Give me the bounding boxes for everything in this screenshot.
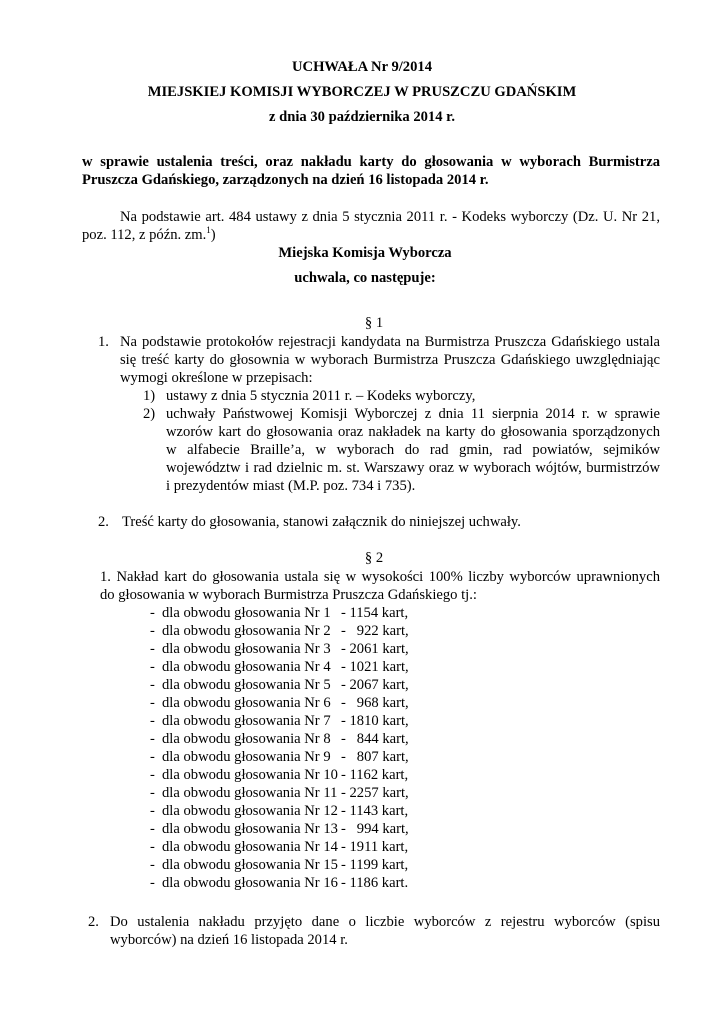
list-item (0, 622, 724, 640)
polling-district-label: dla obwodu głosowania Nr 13 (162, 821, 338, 837)
subject-line-2: Pruszcza Gdańskiego, zarządzonych na dzień 16 listopada 2014 r. (82, 172, 489, 188)
polling-district-label: dla obwodu głosowania Nr 1 (162, 605, 331, 621)
section-1-item-2-number: 2. (98, 514, 109, 530)
section-2-item-1-line-1: 1. Nakład kart do głosowania ustala się w wysokości 100% liczby wyborców uprawnionych (100, 569, 660, 585)
list-bullet: - (150, 785, 155, 801)
ballot-count: - 2061 kart, (341, 641, 409, 657)
section-2-item-2-line-1: Do ustalenia nakładu przyjęto dane o liczbie wyborców z rejestru wyborców (spisu (110, 914, 660, 930)
ballot-count: - 1911 kart, (341, 839, 409, 855)
list-bullet: - (150, 605, 155, 621)
ballot-count: - 2257 kart, (341, 785, 409, 801)
list-item (0, 820, 724, 838)
list-item (0, 766, 724, 784)
ballot-count: - 994 kart, (341, 821, 409, 837)
legal-basis-2-line-3: w alfabecie Braille’a, w wyborach do rad gmin, rad powiatów, sejmików (166, 442, 660, 458)
list-item (0, 838, 724, 856)
subject-line-1: w sprawie ustalenia treści, oraz nakładu karty do głosowania w wyborach Burmistrza (82, 154, 660, 170)
preamble-close: ) (210, 227, 216, 243)
legal-basis-2-line-4: województw i rad dzielnic m. st. Warszawy oraz w wyborach wójtów, burmistrzów (166, 460, 660, 476)
list-bullet: - (150, 659, 155, 675)
polling-district-label: dla obwodu głosowania Nr 15 (162, 857, 338, 873)
list-item (0, 604, 724, 622)
polling-district-label: dla obwodu głosowania Nr 8 (162, 731, 331, 747)
list-item (0, 802, 724, 820)
polling-district-label: dla obwodu głosowania Nr 12 (162, 803, 338, 819)
polling-district-label: dla obwodu głosowania Nr 5 (162, 677, 331, 693)
list-item (0, 874, 724, 892)
section-1-item-1-line-3: wymogi określone w przepisach: (120, 370, 313, 386)
polling-district-label: dla obwodu głosowania Nr 6 (162, 695, 331, 711)
polling-district-label: dla obwodu głosowania Nr 4 (162, 659, 331, 675)
ballot-count: - 1810 kart, (341, 713, 409, 729)
list-item (0, 658, 724, 676)
list-item (0, 748, 724, 766)
ballot-count: - 1199 kart, (341, 857, 409, 873)
list-bullet: - (150, 731, 155, 747)
section-1-item-1-line-1: Na podstawie protokołów rejestracji kandydata na Burmistrza Pruszcza Gdańskiego ustala (120, 334, 660, 350)
resolution-number: UCHWAŁA Nr 9/2014 (291, 59, 432, 75)
polling-district-label: dla obwodu głosowania Nr 2 (162, 623, 331, 639)
preamble-line-1: Na podstawie art. 484 ustawy z dnia 5 stycznia 2011 r. - Kodeks wyborczy (Dz. U. Nr 21, (120, 209, 660, 225)
polling-district-label: dla obwodu głosowania Nr 11 (162, 785, 338, 801)
ballot-count: - 807 kart, (341, 749, 409, 765)
polling-district-label: dla obwodu głosowania Nr 14 (162, 839, 338, 855)
ballot-count: - 844 kart, (341, 731, 409, 747)
section-2-heading: § 2 (364, 550, 384, 566)
commission-resolves: uchwala, co następuje: (294, 270, 436, 286)
polling-district-label: dla obwodu głosowania Nr 16 (162, 875, 338, 891)
footnote-marker: 1 (206, 225, 211, 236)
ballot-count: - 1143 kart, (341, 803, 409, 819)
list-bullet: - (150, 803, 155, 819)
section-1-item-1-line-2: się treść karty do głosownia w wyborach Burmistrza Pruszcza Gdańskiego uwzględniając (120, 352, 660, 368)
list-bullet: - (150, 839, 155, 855)
section-1-item-2-text: Treść karty do głosowania, stanowi załącznik do niniejszej uchwały. (122, 514, 521, 530)
ballot-count: - 1186 kart. (341, 875, 409, 891)
list-item (0, 784, 724, 802)
legal-basis-2-line-5: i prezydentów miast (M.P. poz. 734 i 735). (166, 478, 416, 494)
legal-basis-1-text: ustawy z dnia 5 stycznia 2011 r. – Kodeks wyborczy, (166, 388, 476, 404)
section-1-item-1-number: 1. (98, 334, 109, 350)
section-2-item-1-line-2: do głosowania w wyborach Burmistrza Pruszcza Gdańskiego tj.: (100, 587, 477, 603)
list-item (0, 712, 724, 730)
list-bullet: - (150, 767, 155, 783)
preamble-text: poz. 112, z późn. zm. (82, 227, 207, 243)
ballot-count: - 968 kart, (341, 695, 409, 711)
section-1-heading: § 1 (364, 315, 384, 331)
list-bullet: - (150, 623, 155, 639)
ballot-count: - 1021 kart, (341, 659, 409, 675)
list-bullet: - (150, 749, 155, 765)
list-item (0, 694, 724, 712)
list-item (0, 856, 724, 874)
polling-district-label: dla obwodu głosowania Nr 9 (162, 749, 331, 765)
list-bullet: - (150, 695, 155, 711)
list-bullet: - (150, 677, 155, 693)
preamble-line-2 (82, 226, 216, 244)
legal-basis-2-line-2: wzorów kart do głosowania oraz nakładek na karty do głosowania sporządzonych (166, 424, 660, 440)
section-2-item-2-number: 2. (88, 914, 99, 930)
resolution-date: z dnia 30 października 2014 r. (269, 109, 455, 125)
ballot-count: - 1162 kart, (341, 767, 409, 783)
list-bullet: - (150, 821, 155, 837)
list-bullet: - (150, 641, 155, 657)
legal-basis-2-number: 2) (143, 406, 156, 422)
polling-district-label: dla obwodu głosowania Nr 10 (162, 767, 338, 783)
ballot-count: - 922 kart, (341, 623, 409, 639)
list-item (0, 676, 724, 694)
section-2-item-2-line-2: wyborców) na dzień 16 listopada 2014 r. (110, 932, 348, 948)
list-bullet: - (150, 857, 155, 873)
commission-name: Miejska Komisja Wyborcza (278, 245, 452, 261)
list-bullet: - (150, 875, 155, 891)
list-item (0, 730, 724, 748)
issuing-body: MIEJSKIEJ KOMISJI WYBORCZEJ W PRUSZCZU GDAŃSKIM (147, 84, 577, 100)
list-item (0, 640, 724, 658)
ballot-count: - 2067 kart, (341, 677, 409, 693)
polling-district-label: dla obwodu głosowania Nr 3 (162, 641, 331, 657)
legal-basis-2-line-1: uchwały Państwowej Komisji Wyborczej z dnia 11 sierpnia 2014 r. w sprawie (166, 406, 660, 422)
list-bullet: - (150, 713, 155, 729)
legal-basis-1-number: 1) (143, 388, 156, 404)
polling-district-label: dla obwodu głosowania Nr 7 (162, 713, 331, 729)
ballot-count: - 1154 kart, (341, 605, 409, 621)
